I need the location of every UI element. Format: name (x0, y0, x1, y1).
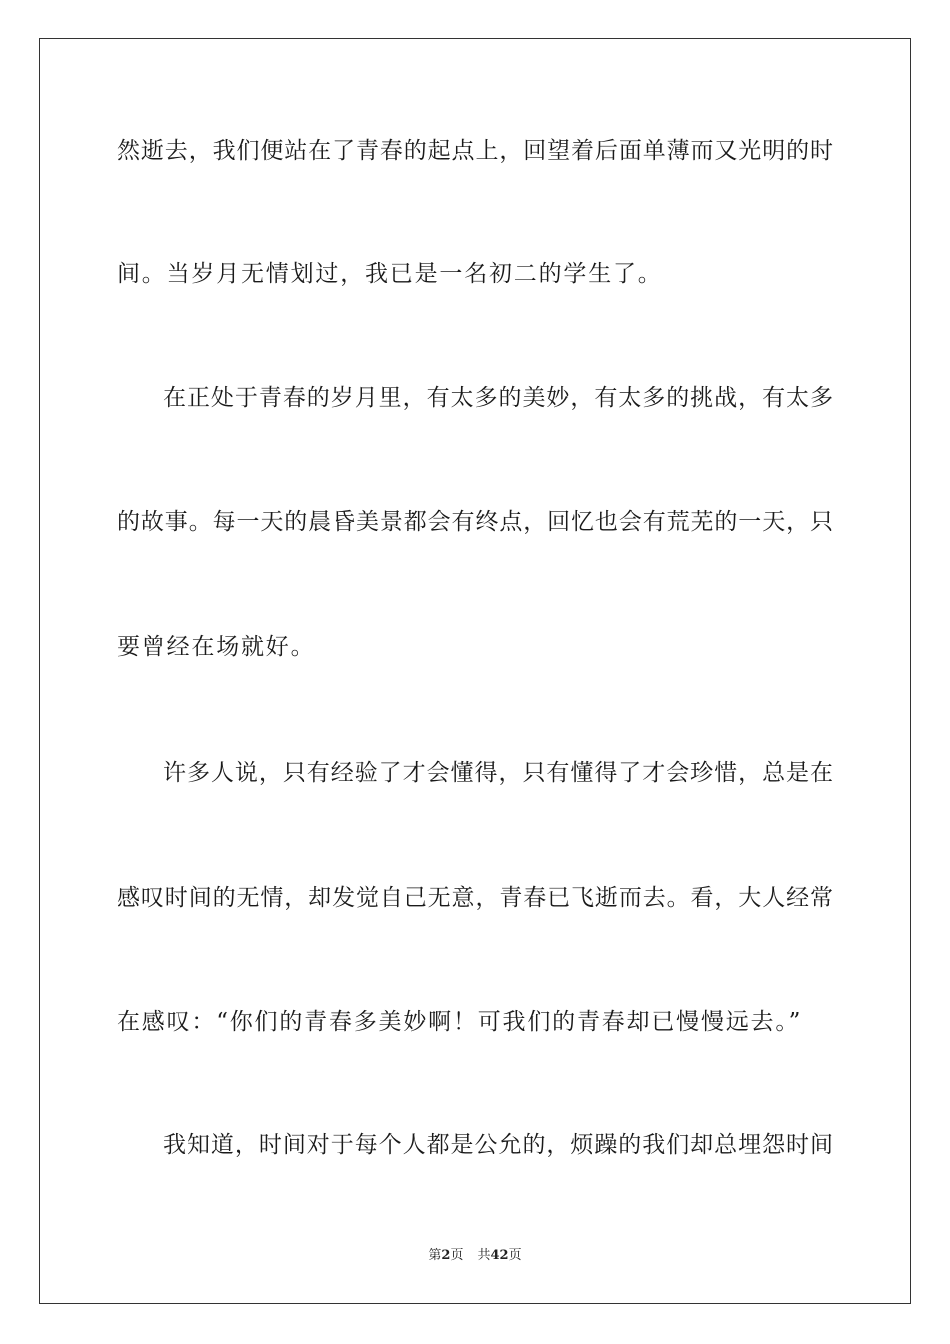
page-footer (0, 1247, 950, 1265)
body-line-4: 的故事。每一天的晨昏美景都会有终点，回忆也会有荒芜的一天，只 (117, 509, 833, 535)
body-line-9: 我知道，时间对于每个人都是公允的，烦躁的我们却总埋怨时间 (163, 1132, 833, 1158)
footer-page-prefix: 第 (428, 1248, 442, 1263)
footer-total-suffix: 页 (508, 1248, 522, 1263)
body-line-1: 然逝去，我们便站在了青春的起点上，回望着后面单薄而又光明的时 (117, 138, 833, 164)
body-line-5: 要曾经在场就好。 (117, 634, 316, 660)
body-line-7: 感叹时间的无情，却发觉自己无意，青春已飞逝而去。看，大人经常 (117, 885, 833, 911)
footer-page-number: 2 (441, 1248, 451, 1263)
body-line-3: 在正处于青春的岁月里，有太多的美妙，有太多的挑战，有太多 (163, 385, 833, 411)
body-line-6: 许多人说，只有经验了才会懂得，只有懂得了才会珍惜，总是在 (163, 760, 833, 786)
body-line-2: 间。当岁月无情划过，我已是一名初二的学生了。 (117, 261, 663, 287)
footer-total-pages: 42 (490, 1248, 509, 1263)
footer-page-suffix: 页 (450, 1248, 464, 1263)
body-line-8: 在感叹：“你们的青春多美妙啊！可我们的青春却已慢慢远去。” (117, 1009, 803, 1035)
footer-total-prefix: 共 (477, 1248, 491, 1263)
page-border (39, 38, 911, 1304)
